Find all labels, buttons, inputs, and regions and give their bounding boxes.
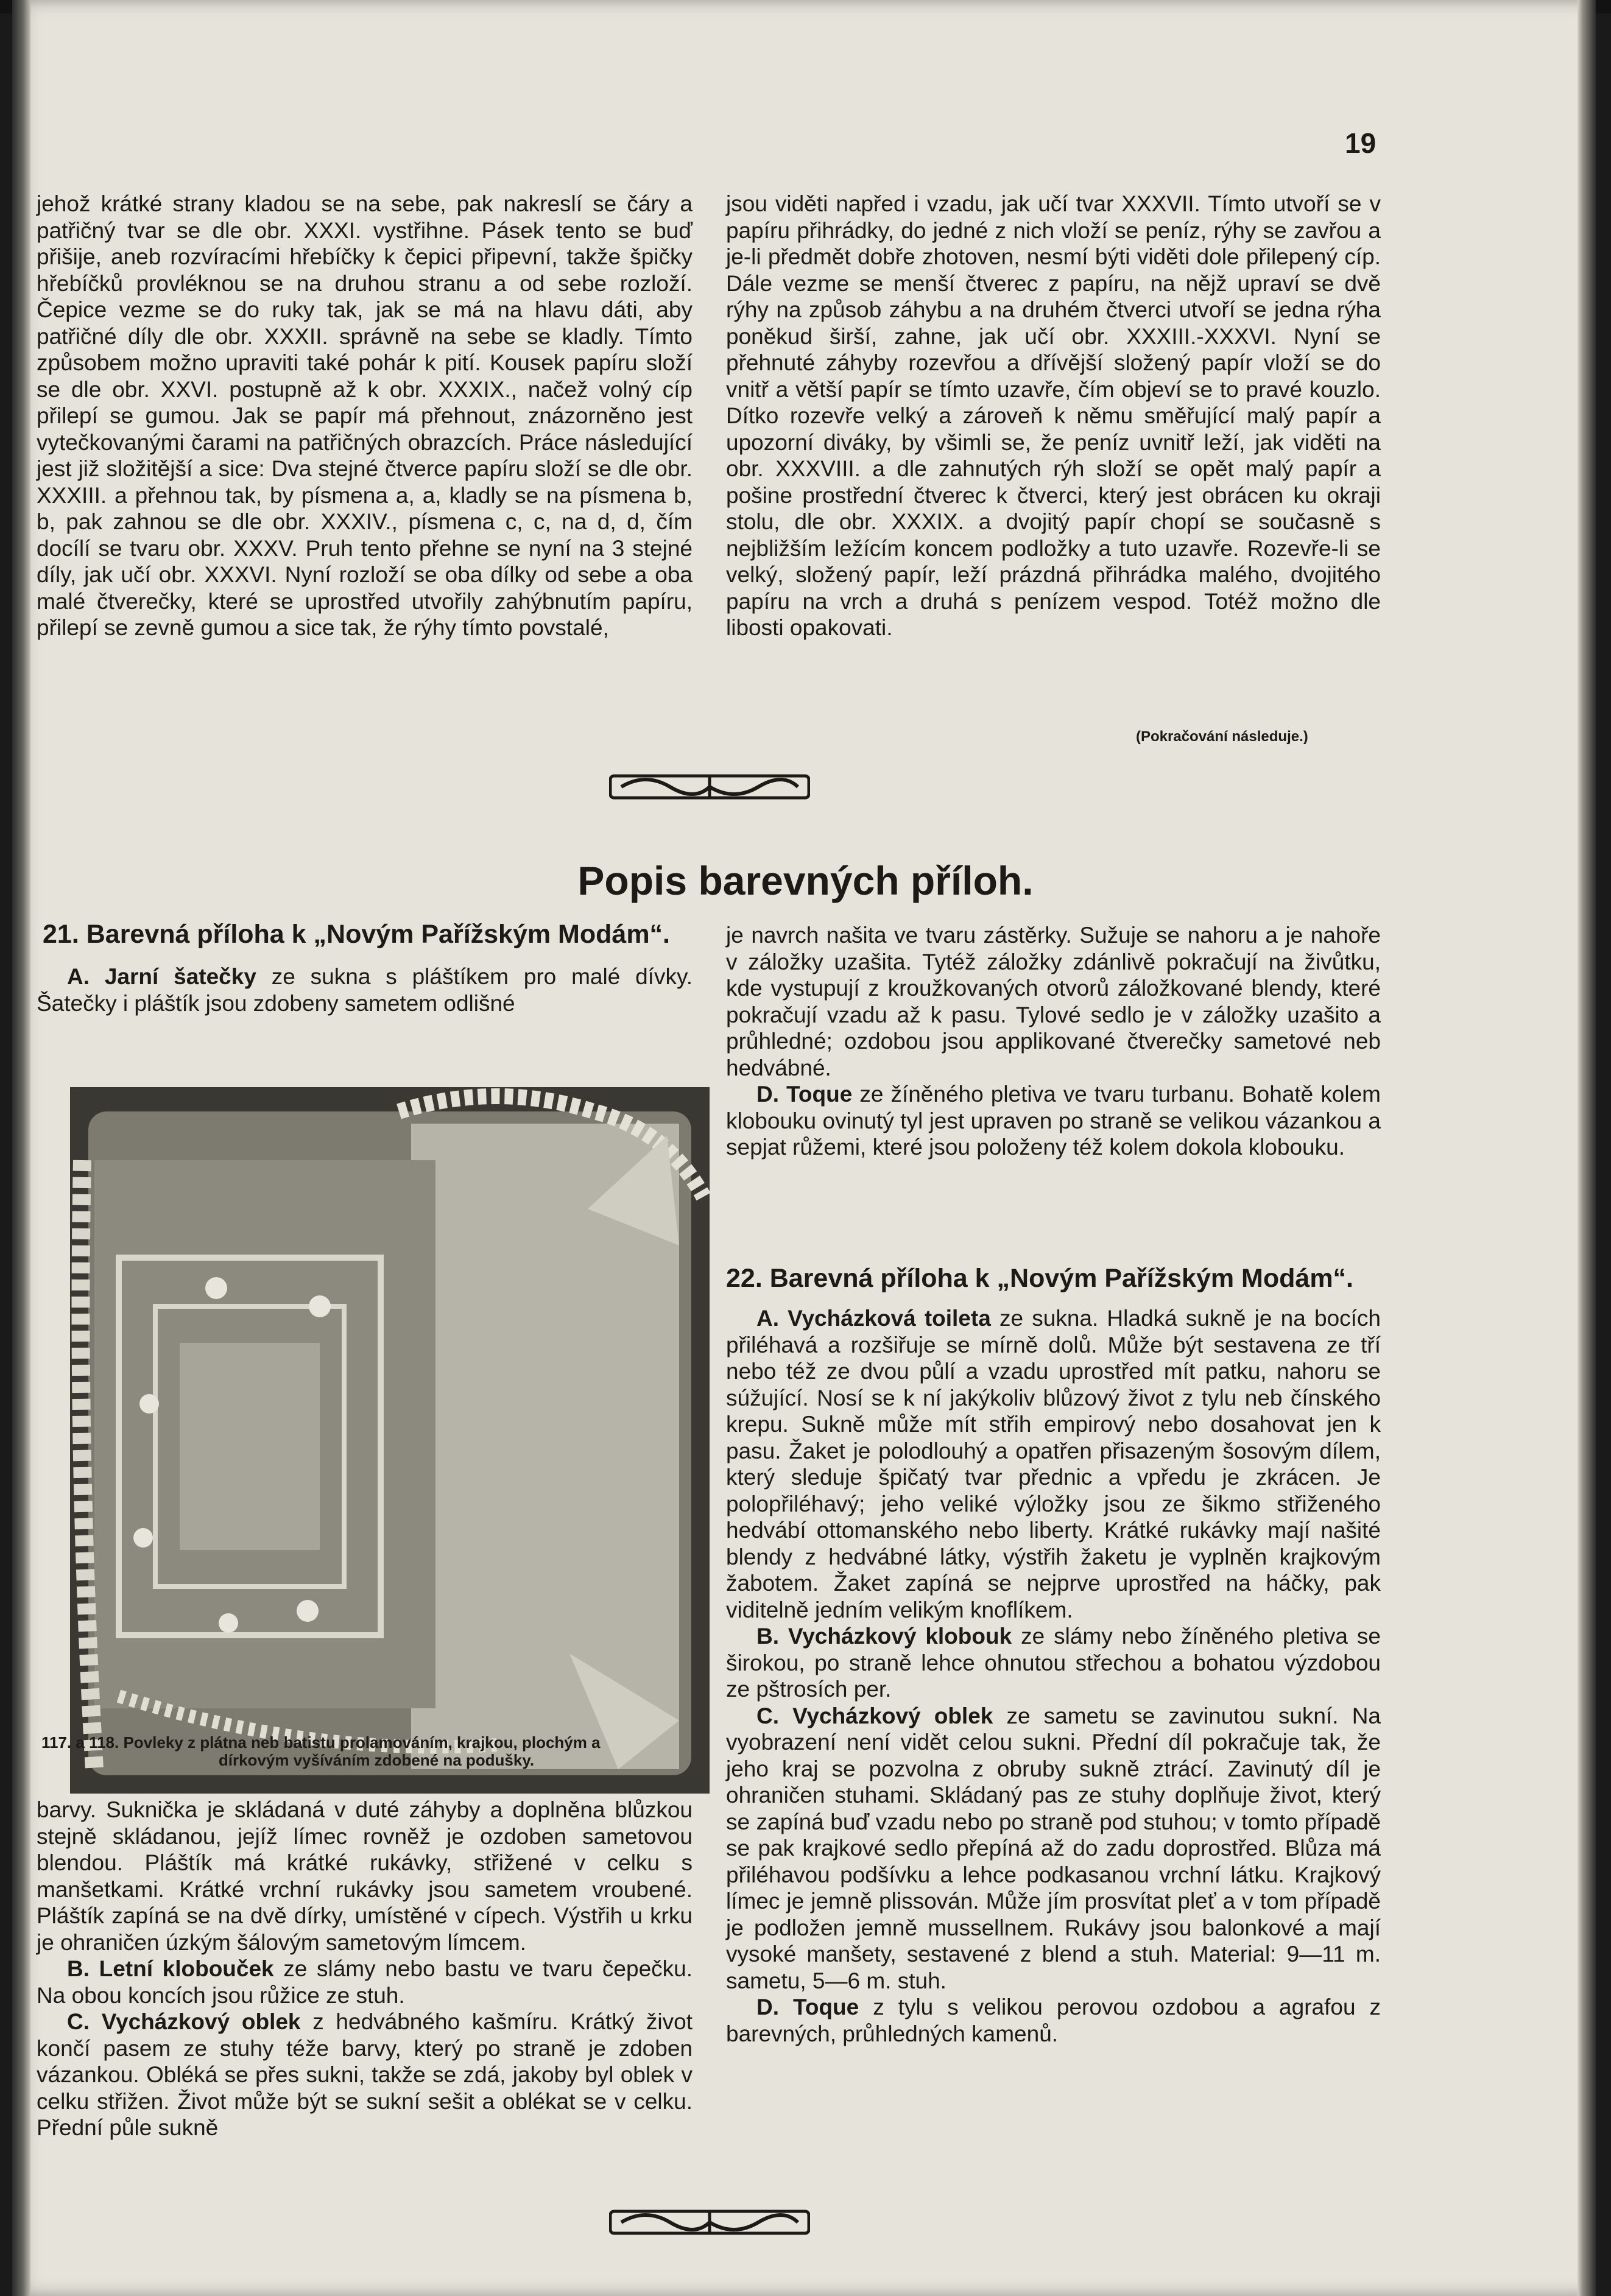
page-number: 19 [1345, 127, 1377, 159]
section-21-title: 21. Barevná příloha k „Novým Pařížským Modám“. [43, 920, 671, 949]
item-label: A. Vycházková toileta [756, 1306, 991, 1331]
item-text: ze slámy nebo bastu ve tvaru čepečku. Na obou koncích jsou růžice ze stuh. [37, 1956, 693, 2008]
top-right-column [726, 191, 1381, 641]
caption-line: dírkovým vyšíváním zdobené na podušky. [218, 1751, 535, 1769]
section-21-left-column [37, 1797, 693, 2141]
item-label: D. Toque [756, 1082, 853, 1107]
page-edge-shadow [1578, 0, 1596, 2296]
top-left-column [37, 191, 693, 641]
section-22-title: 22. Barevná příloha k „Novým Pařížským Modám“. [726, 1264, 1354, 1293]
ornament-divider [609, 2208, 810, 2237]
section-21-right-column [726, 922, 1381, 1161]
caption-line: 117. a 118. Povleky z plátna neb batistu prolamováním, krajkou, plochým a [41, 1733, 601, 1752]
item-label: D. Toque [756, 1995, 859, 2020]
paragraph: jehož krátké strany kladou se na sebe, pak nakreslí se čáry a patřičný tvar se dle obr. XXXI. vystřihne. Pásek tento se buď přišije, aneb rozvíracími hřebíčky k čepici připevní, takže špičky hřebíčků provléknou se na druhou stranu a od sebe rozloží. Čepice vezme se do ruky tak, jak se má na hlavu dáti, aby patřičné díly dle obr. XXXII. správně na sebe se kladly. Tímto způsobem možno upraviti také pohár k pití. Kousek papíru složí se dle obr. XXVI. postupně až k obr. XXXIX., načež volný cíp přilepí se gumou. Jak se papír má přehnout, znázorněno jest vytečkovanými čarami na patřičných obrazcích. Práce následující jest již složitější a sice: Dva stejné čtverce papíru složí se dle obr. XXXIII. a přehnou tak, by písmena a, a, kladly se na písmena b, b, pak zahnou se dle obr. XXXIV., písmena c, c, na d, d, čím docílí se tvaru obr. XXXV. Pruh tento přehne se nyní na 3 stejné díly, jak učí obr. XXXVI. Nyní rozloží se oba dílky od sebe a oba malé čtverečky, které se uprostřed utvořily zahýbnutím papíru, přilepí se zevně gumou a sice tak, že rýhy tímto povstalé, [37, 191, 693, 640]
main-title: Popis barevných příloh. [577, 858, 1034, 903]
ornament-divider [609, 772, 810, 801]
item-label: C. Vycházkový oblek [67, 2009, 301, 2034]
item-text: ze sukna s pláštíkem pro malé dívky. Šatečky i pláštík jsou zdobeny sametem odlišné [37, 964, 693, 1016]
paragraph: je navrch našita ve tvaru zástěrky. Sužuje se nahoru a je nahoře v záložky uzašita. Tytéž záložky zdánlivě pokračují na živůtku, kde vystupují z kroužkovaných otvorů záložkované blendy, které pokračují vzadu až k pasu. Tylové sedlo je v záložky uzašito a průhledné; ozdobou jsou applikované čtverečky sametové neb hedvábné. [726, 923, 1381, 1080]
section-22-column [726, 1305, 1381, 2047]
page-spine-shadow [12, 0, 30, 2296]
section-21-intro [37, 963, 693, 1016]
continuation-note: (Pokračování následuje.) [1136, 728, 1308, 745]
paragraph: jsou viděti napřed i vzadu, jak učí tvar XXXVII. Tímto utvoří se v papíru přihrádky, do jedné z nich vloží se peníz, rýhy se zavřou a je-li předmět dobře zhotoven, nesmí býti viděti dole přilepený cíp. Dále vezme se menší čtverec z papíru, na nějž upraví se dvě rýhy na způsob záhybu a na druhém čtverci utvoří se jedna rýha poněkud širší, zahne, jak učí obr. XXXIII.-XXXVI. Nyní se přehnuté záhyby rozevřou a dřívější složený papír vloží se do vnitř a větší papír se tímto uzavře, čím objeví se to pravé kouzlo. Dítko rozevře velký a zároveň k němu směřující malý papír a upozorní diváky, by všimli se, že peníz uvnitř leží, jak viděti na obr. XXXVIII. a dle zahnutých rýh složí se opět malý papír a pošine prostřední čtverec k čtverci, který jest obrácen ku okraji stolu, dle obr. XXXIX. a dvojitý papír chopí se současně s nejbližším ležícím koncem podložky a tuto uzavře. Rozevře-li se velký, složený papír, leží prázdná přihrádka malého, dvojitého papíru na vrch a druhá s penízem vespod. Totéž možno dle libosti opakovati. [726, 191, 1381, 640]
item-text: z hedvábného kašmíru. Krátký život končí pasem ze stuhy téže barvy, který po straně je zdoben vázankou. Obléká se přes sukni, takže se zdá, jakoby byl oblek v celku střižen. Život může být se sukní sešit a oblékat se v celku. Přední půle sukně [37, 2009, 693, 2140]
item-label: B. Vycházkový klobouk [756, 1624, 1012, 1649]
item-label: A. Jarní šatečky [67, 964, 256, 989]
pillowcase-photo [70, 1087, 710, 1794]
photo-caption [41, 1734, 711, 1769]
item-label: C. Vycházkový oblek [756, 1703, 993, 1728]
item-label: B. Letní klobouček [67, 1956, 274, 1981]
paragraph: barvy. Suknička je skládaná v duté záhyby a doplněna blůzkou stejně skládanou, jejíž límec rovněž je ozdoben sametovou blendou. Pláštík má krátké rukávky, střižené v celku s manšetkami. Krátké vrchní rukávky jsou sametem vroubené. Pláštík zapíná se na dvě dírky, umístěné v cípech. Výstřih u krku je ohraničen úzkým šálovým sametovým límcem. [37, 1797, 693, 1955]
item-text: ze žíněného pletiva ve tvaru turbanu. Bohatě kolem klobouku ovinutý tyl jest upraven po straně se velikou vázankou a sepjat růžemi, které jsou položeny též kolem dokola klobouku. [726, 1082, 1381, 1160]
item-text: ze slámy nebo žíněného pletiva se širokou, po straně lehce ohnutou střechou a bohatou výzdobou ze pštrosích per. [726, 1624, 1381, 1702]
item-text: z tylu s velikou perovou ozdobou a agrafou z barevných, průhledných kamenů. [726, 1995, 1381, 2046]
item-text: ze sukna. Hladká sukně je na bocích přiléhavá a rozšiřuje se mírně dolů. Může být sestavena ze tří nebo též ze dvou půlí a vzadu uprostřed mít patku, nahoru se súžující. Nosí se k ní jakýkoliv blůzový život z tylu neb čínského krepu. Sukně může mít střih empirový nebo dosahovat jen k pasu. Žaket je polodlouhý a opatřen přisazeným šosovým dílem, který sleduje špičatý tvar přednic a vpředu je zkrácen. Je polopřiléhavý; jeho veliké výložky jsou ze šikmo střiženého hedvábí ottomanského nebo liberty. Krátké rukávky mají našité blendy z hedvábné látky, výstřih žaketu je vyplněn krajkovým žabotem. Žaket zapíná se nejprve uprostřed na háčky, pak viditelně jedním velikým knoflíkem. [726, 1306, 1381, 1622]
item-text: ze sametu se zavinutou sukní. Na vyobrazení není vidět celou sukni. Přední díl pokračuje tak, že jeho kraj se pozvolna z obruby sukně ztrácí. Zavinutý díl je ohraničen stuhami. Skládaný pas ze stuhy doplňuje život, který se zapíná buď vzadu nebo po straně pod stuhou; v tomto případě se pak krajkové sedlo přepíná až do zadu doprostřed. Blůza má přiléhavou podšívku a lehce podkasanou vrchní látku. Krajkový límec je jemně plissován. Může jím prosvítat pleť a v tom případě je podložen jemně mussellnem. Rukávy jsou balonkové a mají vysoké manšety, sestavené z blend a stuh. Material: 9—11 m. sametu, 5—6 m. stuh. [726, 1703, 1381, 1993]
